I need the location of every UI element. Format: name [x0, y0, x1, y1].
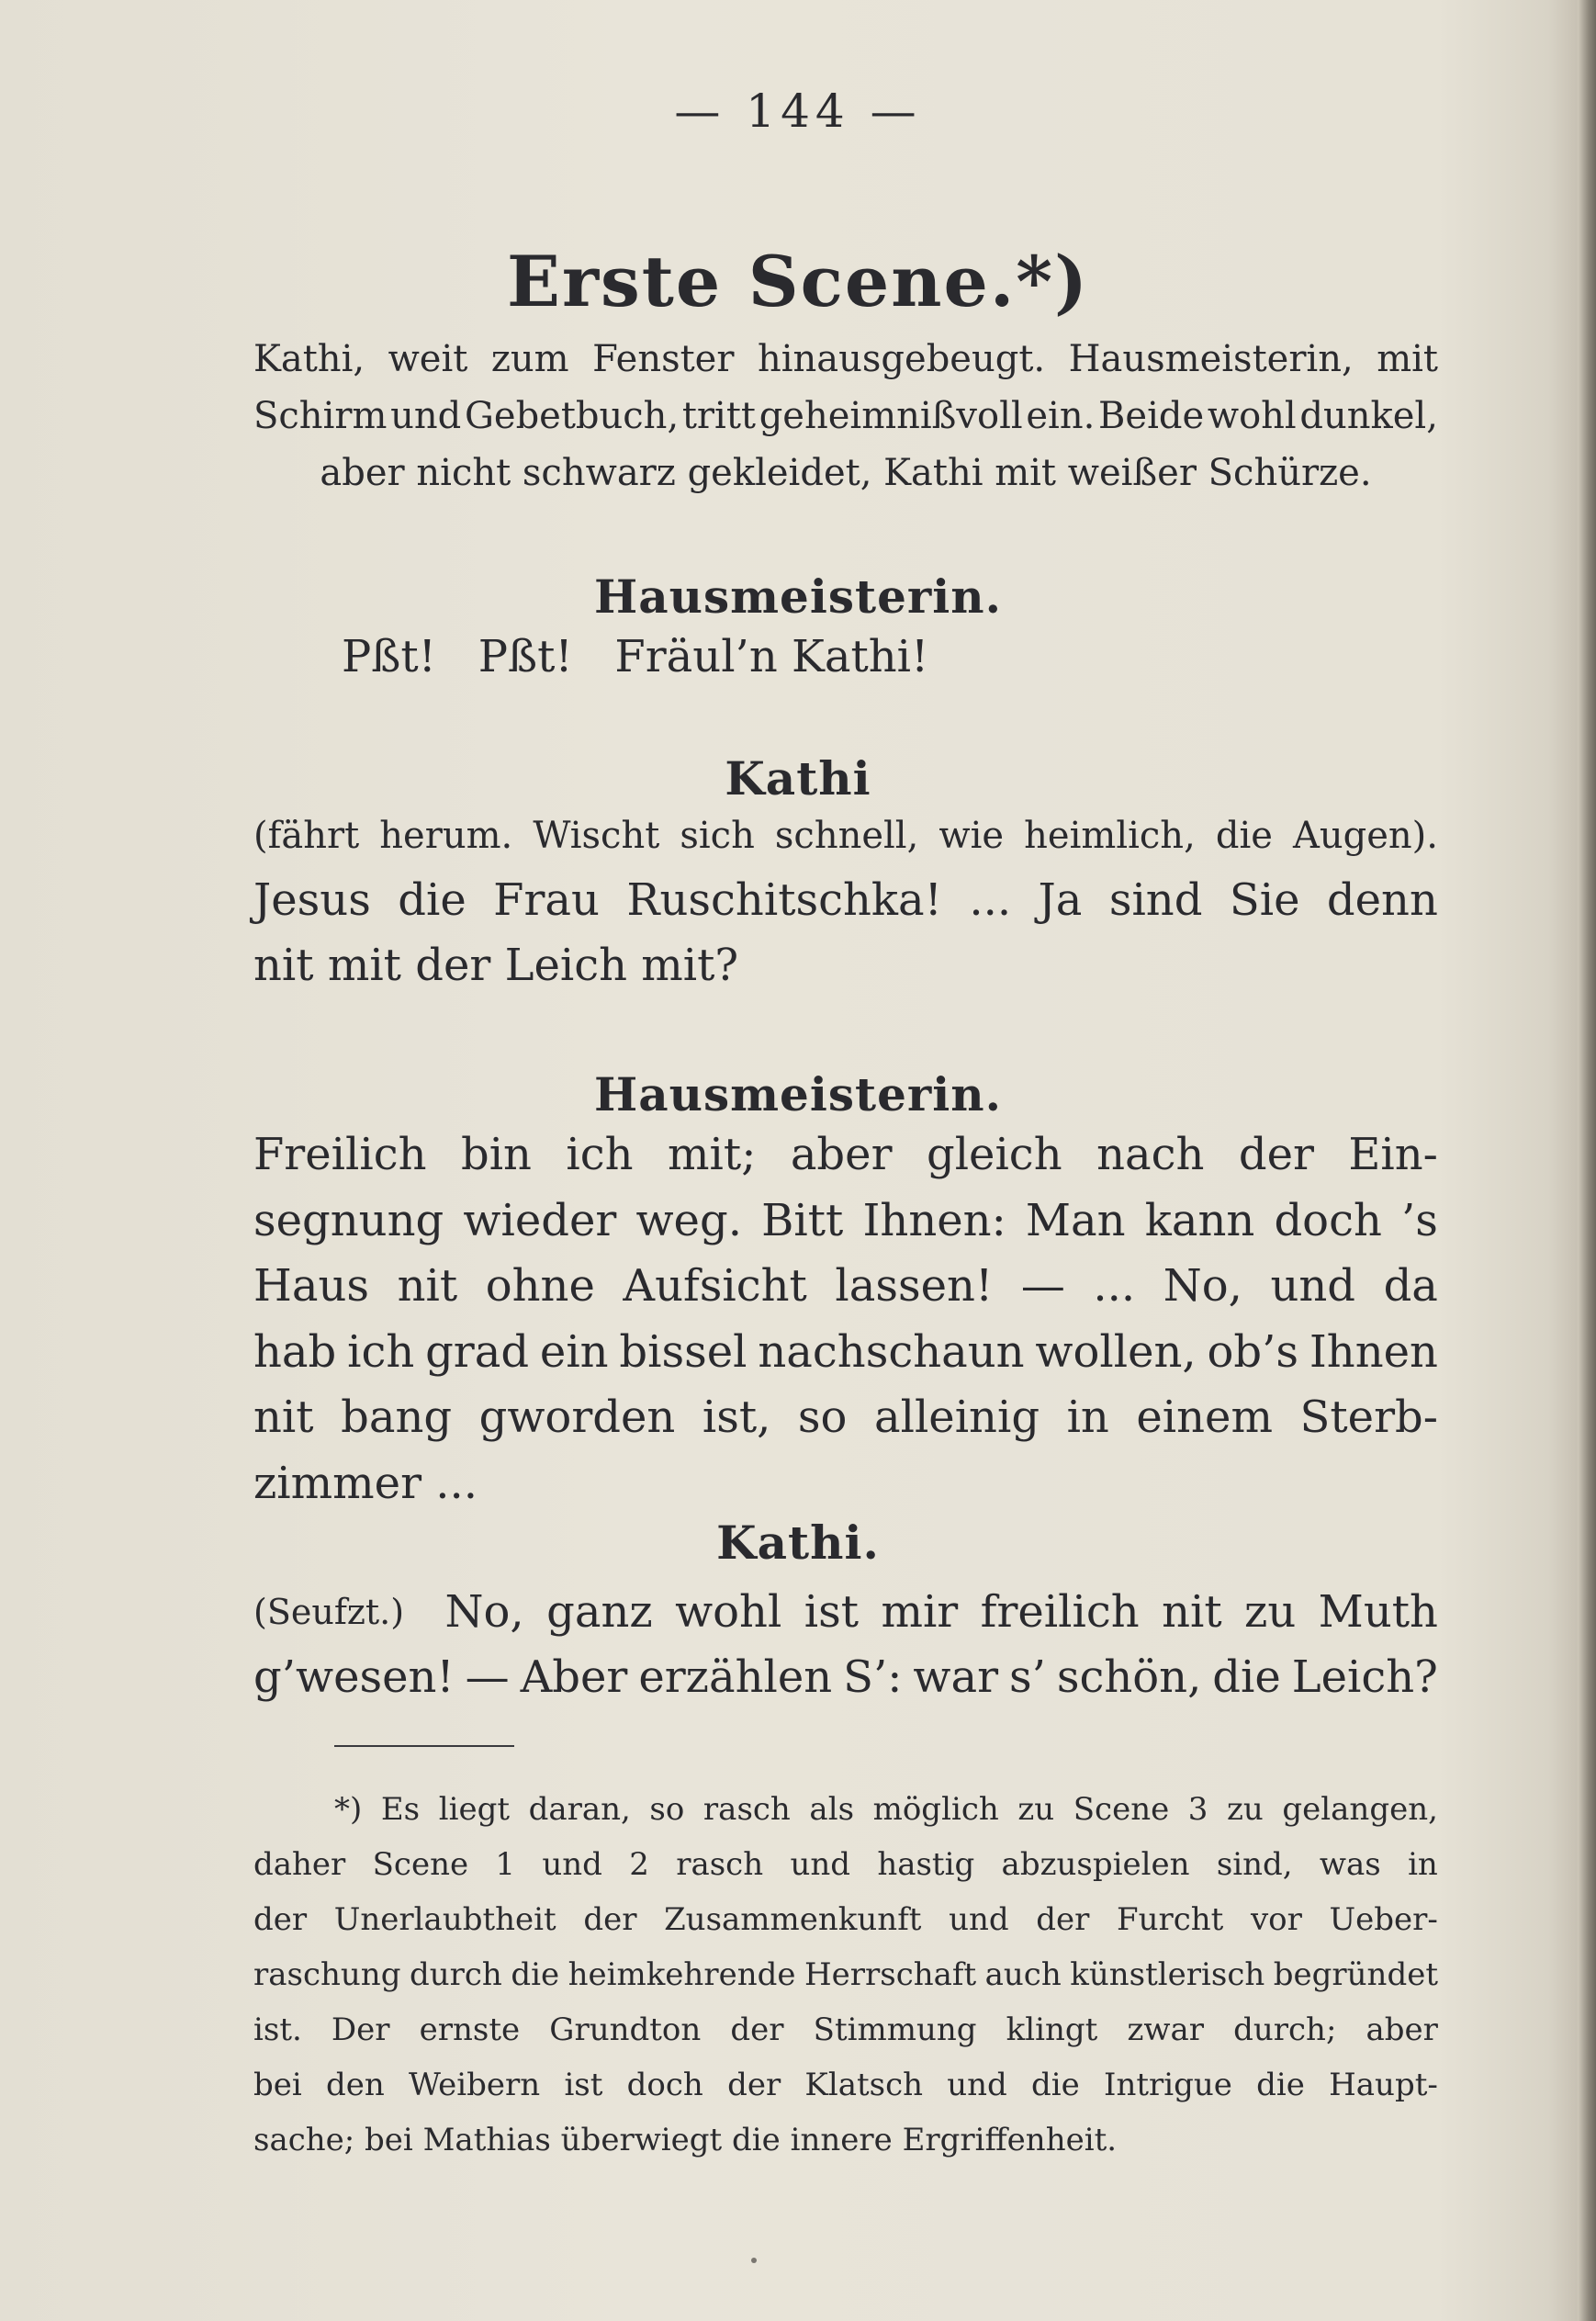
speech [253, 1122, 1438, 1516]
word: da [1383, 1260, 1438, 1312]
word: heimkehrende [568, 1956, 796, 1993]
footnote-line [253, 1947, 1438, 2002]
word: ganz [546, 1586, 653, 1638]
word: gleich [926, 1129, 1062, 1180]
word: nit [1162, 1586, 1222, 1638]
word: der [583, 1901, 637, 1938]
word: Man [1025, 1194, 1126, 1246]
word: Aufsicht [623, 1260, 807, 1312]
stage-direction-inline [253, 815, 1438, 857]
word: ist [564, 2067, 603, 2103]
word: ... [1093, 1260, 1136, 1312]
word: auch [984, 1956, 1062, 1993]
word: Schirm [253, 395, 388, 437]
word: der [1036, 1901, 1090, 1938]
speech-line [253, 1645, 1438, 1710]
word: der [1238, 1129, 1314, 1180]
word: was [1319, 1846, 1381, 1883]
word: nit [253, 1391, 314, 1443]
word: der [253, 1901, 308, 1938]
word: heimlich, [1024, 815, 1196, 857]
word: begründet [1273, 1956, 1438, 1993]
word: nachschaun [758, 1325, 1025, 1378]
word: hab [253, 1325, 337, 1378]
word: die [1212, 1651, 1281, 1703]
word: ohne [485, 1260, 595, 1312]
word: Unerlaubtheit [333, 1901, 556, 1938]
word: und [949, 1901, 1009, 1938]
word: g’wesen! [253, 1651, 455, 1703]
word: Aber [520, 1651, 628, 1703]
speaker-name: Kathi. [716, 1515, 880, 1570]
word: Weibern [409, 2067, 541, 2103]
word: Freilich [253, 1129, 427, 1180]
speech [253, 1580, 1438, 1710]
word: zimmer ... [253, 1457, 478, 1509]
word: Intrigue [1104, 2067, 1232, 2103]
word: künstlerisch [1070, 1956, 1265, 1993]
word: ein. [1026, 395, 1096, 437]
word: wollen, [1035, 1325, 1197, 1378]
word: Es [380, 1791, 421, 1828]
word: Muth [1318, 1586, 1438, 1638]
word: nach [1096, 1129, 1205, 1180]
word: Leich? [1291, 1651, 1438, 1703]
word: Herrschaft [804, 1956, 977, 1993]
word: freilich [980, 1586, 1140, 1638]
word: daher [253, 1846, 346, 1883]
word: Scene [372, 1846, 469, 1883]
word: Ruschitschka! [626, 874, 942, 926]
footnote-line [253, 1892, 1438, 1947]
word: Ueber- [1329, 1901, 1438, 1938]
word: und [542, 1846, 602, 1883]
word: bissel [619, 1325, 747, 1378]
page-speck [751, 2258, 757, 2263]
word: weit [388, 338, 468, 380]
word: und [947, 2067, 1007, 2103]
word: gelangen, [1282, 1791, 1438, 1828]
word: rasch [702, 1791, 791, 1828]
word: mit [1377, 338, 1438, 380]
word: in [1408, 1846, 1438, 1883]
word: 2 [629, 1846, 649, 1883]
word: bei [253, 2067, 302, 2103]
word: ob’s [1207, 1325, 1298, 1378]
word: Augen). [1292, 815, 1438, 857]
word: sind [1108, 874, 1203, 926]
footnote-line [253, 1837, 1438, 1892]
word: alleinig [873, 1391, 1040, 1443]
word: zwar [1127, 2011, 1204, 2048]
word: war [913, 1651, 999, 1703]
word: *) [334, 1791, 363, 1828]
word: doch [1274, 1194, 1382, 1246]
word: Der [331, 2011, 390, 2048]
word: Kathi, [253, 338, 365, 380]
word: (Seufzt.) [253, 1592, 405, 1632]
speech-line: Pßt! Pßt! Fräul’n Kathi! [342, 631, 929, 682]
page-number: — 144 — [674, 85, 922, 138]
word: und [390, 395, 462, 437]
word: die [1031, 2067, 1080, 2103]
word: bang [341, 1391, 453, 1443]
word: Fenster [592, 338, 735, 380]
word: — [1020, 1260, 1065, 1312]
word: Jesus [253, 874, 371, 926]
footnote-line [253, 2113, 1438, 2168]
stage-direction-line: aber nicht schwarz gekleidet, Kathi mit weißer Schürze. [320, 452, 1372, 494]
word: hinausgebeugt. [757, 338, 1046, 380]
word: durch [409, 1956, 502, 1993]
word: (fährt [253, 815, 360, 857]
word: sache; bei Mathias überwiegt die innere Ergriffenheit. [253, 2122, 1118, 2158]
word: zum [490, 338, 569, 380]
scene-title: Erste Scene.*) [507, 241, 1089, 322]
word: 3 [1187, 1791, 1208, 1828]
word: bin [460, 1129, 532, 1180]
word: Grundton [549, 2011, 702, 2048]
word: den [325, 2067, 385, 2103]
word: Stimmung [813, 2011, 977, 2048]
word: segnung [253, 1194, 444, 1246]
footnote-divider [334, 1745, 514, 1747]
word: — [465, 1651, 510, 1703]
word: mit; [668, 1129, 757, 1180]
word: Bitt [761, 1194, 844, 1246]
word: sich [680, 815, 755, 857]
word: der [727, 2067, 781, 2103]
word: herum. [379, 815, 513, 857]
speech-line [253, 1122, 1438, 1189]
speech [253, 625, 1438, 690]
word: sind, [1216, 1846, 1293, 1883]
word: wohl [675, 1586, 782, 1638]
word: schnell, [774, 815, 919, 857]
word: aber [790, 1129, 893, 1180]
word: Haus [253, 1260, 370, 1312]
word: No, [444, 1586, 524, 1638]
speech-line [253, 868, 1438, 933]
word: durch; [1233, 2011, 1337, 2048]
word: dunkel, [1299, 395, 1438, 437]
speech-line [253, 1451, 1438, 1517]
word: s’ [1009, 1651, 1046, 1703]
word: Sterb- [1299, 1391, 1438, 1443]
word: denn [1326, 874, 1438, 926]
stage-direction [253, 331, 1438, 501]
word: ich [347, 1325, 415, 1378]
word: so [649, 1791, 685, 1828]
word: lassen! [835, 1260, 994, 1312]
word: ich [566, 1129, 634, 1180]
word: Haupt- [1329, 2067, 1438, 2103]
word: geheimnißvoll [759, 395, 1023, 437]
word: Gebetbuch, [464, 395, 680, 437]
speech-line [253, 1189, 1438, 1255]
stage-direction-line [253, 388, 1438, 445]
word: ernste [419, 2011, 521, 2048]
word: daran, [528, 1791, 631, 1828]
speaker-name: Hausmeisterin. [593, 1067, 1002, 1121]
word: ein [539, 1325, 609, 1378]
word: Ihnen [1309, 1325, 1438, 1378]
word: klingt [1006, 2011, 1098, 2048]
speech-line [253, 1385, 1438, 1451]
word: ist, [702, 1391, 771, 1443]
word: Sie [1229, 874, 1300, 926]
footnote [253, 1782, 1438, 2168]
word: Ihnen: [862, 1194, 1006, 1246]
footnote-line [253, 1782, 1438, 1837]
speech-line [253, 1580, 1438, 1645]
word: in [1066, 1391, 1109, 1443]
stage-direction-line [253, 331, 1438, 388]
word: Zusammenkunft [664, 1901, 922, 1938]
word: liegt [438, 1791, 510, 1828]
word: als [809, 1791, 855, 1828]
speaker-name: Kathi [725, 751, 871, 806]
word: weg. [635, 1194, 742, 1246]
word: Wischt [533, 815, 660, 857]
word: Furcht [1116, 1901, 1224, 1938]
word: S’: [843, 1651, 903, 1703]
word: mir [881, 1586, 959, 1638]
word: Ja [1038, 874, 1083, 926]
word: ... [969, 874, 1012, 926]
word: rasch [676, 1846, 764, 1883]
word: Scene [1073, 1791, 1170, 1828]
speech [253, 868, 1438, 998]
book-gutter [1578, 0, 1596, 2321]
word: die [1256, 2067, 1305, 2103]
word: und [790, 1846, 850, 1883]
word: gworden [478, 1391, 676, 1443]
word: Beide [1098, 395, 1205, 437]
word: Frau [493, 874, 600, 926]
word: erzählen [638, 1651, 833, 1703]
word: zu [1244, 1586, 1297, 1638]
word: wieder [463, 1194, 617, 1246]
word: die [1215, 815, 1273, 857]
word: zu [1017, 1791, 1055, 1828]
word: der [730, 2011, 784, 2048]
word: raschung [253, 1956, 401, 1993]
word: zu [1227, 1791, 1264, 1828]
word: No, [1163, 1260, 1242, 1312]
word: schön, [1056, 1651, 1202, 1703]
word: Klatsch [804, 2067, 924, 2103]
word: so [797, 1391, 848, 1443]
speaker-name: Hausmeisterin. [593, 569, 1002, 624]
word: aber [1366, 2011, 1438, 2048]
footnote-line [253, 2057, 1438, 2113]
word: grad [425, 1325, 530, 1378]
word: doch [626, 2067, 703, 2103]
footnote-line [253, 2002, 1438, 2057]
word: die [511, 1956, 560, 1993]
word: 1 [495, 1846, 516, 1883]
word: kann [1144, 1194, 1255, 1246]
word: und [1270, 1260, 1355, 1312]
word: hastig [877, 1846, 975, 1883]
speech-line [253, 1254, 1438, 1320]
speech-line: nit mit der Leich mit? [253, 940, 739, 991]
word: ist [804, 1586, 860, 1638]
word: die [398, 874, 466, 926]
word: ’s [1401, 1194, 1438, 1246]
word: tritt [681, 395, 756, 437]
word: Ein- [1348, 1129, 1438, 1180]
word: nit [397, 1260, 458, 1312]
word: möglich [872, 1791, 999, 1828]
word: ist. [253, 2011, 302, 2048]
word: einem [1136, 1391, 1273, 1443]
word: vor [1250, 1901, 1302, 1938]
word: abzuspielen [1001, 1846, 1190, 1883]
speech-line [253, 1320, 1438, 1386]
word: Hausmeisterin, [1068, 338, 1354, 380]
word: wohl [1207, 395, 1297, 437]
word: wie [938, 815, 1005, 857]
